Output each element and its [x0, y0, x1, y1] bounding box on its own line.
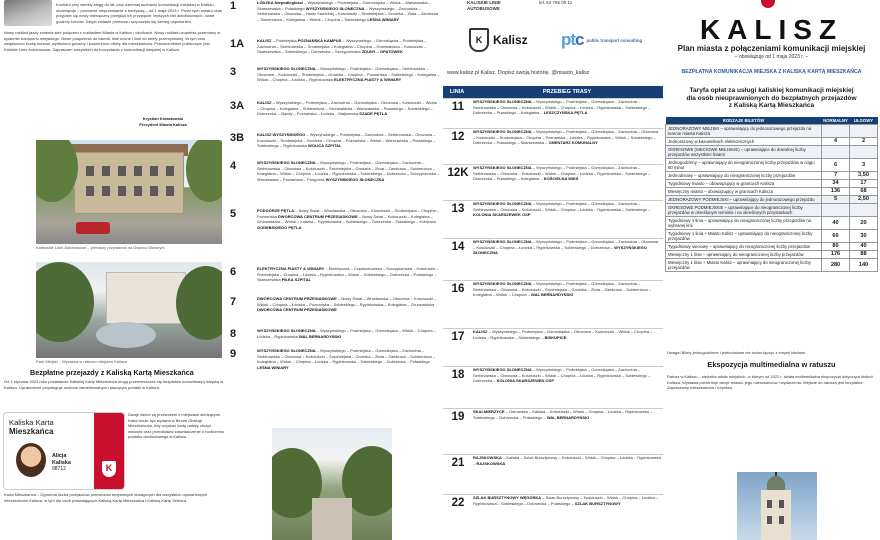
photo-caption-1: Kaliszskie Linie Autobusowe – pierwszy przystanek na Dworcu Głównym: [36, 245, 165, 250]
fare-reduced: 3: [850, 159, 878, 172]
col-ticket-type: RODZAJE BILETÓW: [666, 117, 822, 125]
intro-column: [0, 0, 226, 540]
fare-row: [666, 259, 878, 272]
fare-reduced: 3,50: [850, 172, 878, 180]
route-number: 1A: [230, 38, 245, 50]
route-number: 5: [230, 208, 237, 220]
line-route: SKALMIERZYCE – Ostrowska – Kaliska – Kościuszki – Widok – Chopina – Łódzka – Rypinkowska – Sobieskiego – Dobrzecka – Pułaskiego – WAL BERNARDYŃSKI: [473, 409, 653, 420]
ptc-logo: ptc public transport consulting: [561, 30, 643, 49]
validity-date: – obowiązuje od 1 maja 2023 r. –: [734, 54, 809, 60]
fares-table: [665, 117, 878, 272]
president-portrait: [4, 0, 52, 26]
card-title: Kaliska Karta Mieszkańca: [9, 418, 54, 436]
fare-reduced: 2,50: [850, 196, 878, 204]
photo-park-alley: [272, 428, 392, 540]
route-description: ŁÓDZKA Niepodległości – Wyszyńskiego – Podmiejska – Górnośląska – Widok – Warszawska – Skarszewska – Pułaskiego WYSZYŃSKIEGO SŁONECZNA – Wyszyńskiego – Zachodnia – Serbinowska – Obozowa – Hanki Sawickiej – Kościuszki – Śródmiejska – Grodzka – Złota – Zamkowa – Sukiennicza – Kolegialna – Widok – Chopina – Sobieskiego LEŚNA WINIARY: [257, 0, 439, 22]
kalisz-crest-icon: K: [469, 28, 489, 52]
free-rides-heading: Bezpłatne przejazdy z Kaliską Kartą Mieszkańca: [30, 368, 194, 377]
expo-heading: Ekspozycja multimedialna w ratuszu: [707, 360, 836, 369]
line-route: WYSZYŃSKIEGO SŁONECZNA – Wyszyńskiego – Podmiejska – Górnośląska – Zachodnia – Serbinowska – Obozowa – Kościuszki – Widok – Chopina – Łódzka – Rypinkowska – Sobieskiego – KOLONIA SKARSZEWEK OSP: [473, 201, 651, 218]
line-row: [443, 98, 663, 116]
fare-row: [666, 146, 878, 159]
route-description: DWORCOWA CENTRUM PRZESIADKOWE – Nowy Świat – Wrocławska – Obozowa – Kościuszki – Widok – Chopina – Łódzka – Poznańska – Sobieskiego – Rypinkowska – Kolegialna – Grunwaldzka DWORCOWA CENTRUM PRZESIADKOWE: [257, 296, 437, 313]
fare-reduced: 68: [850, 188, 878, 196]
fare-label: Miesięczny 1 linia + Miasto Kalisz – uprawniający do nieograniczonej liczby przejazdów: [666, 259, 822, 272]
fare-label: Miesięczny miasto – obowiązujący w granicach Kalisza: [666, 188, 822, 196]
line-route: WYSZYŃSKIEGO SŁONECZNA – Wyszyńskiego – Podmiejska – Górnośląska – Zachodnia – Serbinowska – Obozowa – Kościuszki – Widok – Chopina – Łódzka – Rypinkowska – Sobieskiego – Dobrzecka – Pułaskiego – Kolegialna – KOŚCIELNA WIEŚ: [473, 165, 651, 182]
fare-label: OKRESOWE PODMIEJSKIE – uprawniające do nieograniczonej liczby przejazdów w określonym terminie i na określonych przystankach: [666, 204, 822, 217]
route-number: 6: [230, 266, 237, 278]
fare-reduced: [850, 125, 878, 138]
route-description: KALISZ – Wyszyńskiego – Podmiejska – Zachodnia – Górnośląska – Obozowa – Kościuszki – Widok – Chopina – Kolegialna – Sukiennicza – Grunwaldzka – Warszawska – Pułaskiego – Sobieskiego – Dobrzecka – Zjazdy – Poznańska – Łódzka – Majkowska SZADE PĘTLA: [257, 100, 437, 117]
fare-normal: 4: [822, 138, 850, 146]
fare-label: Jednorazowy w kasownikach elektronicznych: [666, 138, 822, 146]
fare-normal: 6: [822, 159, 850, 172]
fare-row: [666, 188, 878, 196]
line-row: [443, 164, 663, 182]
fare-normal: 5: [822, 196, 850, 204]
fare-row: [666, 125, 878, 138]
fare-reduced: 2: [850, 138, 878, 146]
fare-reduced: [850, 146, 878, 159]
fare-normal: 7: [822, 172, 850, 180]
route-description: WYSZYŃSKIEGO SŁONECZNA – Wyszyńskiego – Podmiejska – Górnośląska – Widok – Chopina – Łódzka – Rypinkowska WAL BERNARDYŃSKI: [257, 328, 436, 339]
card-description: Dwoje dzieci są przewożeni z miejscami siedzącymi. Karta może być wydana w Biurze Obsługi Mieszkańców. Aby uzyskać kartę należy złożyć wniosek oraz przedstawić zaświadczenie o rozliczeniu podatku dochodowego w Kaliszu.: [128, 412, 225, 440]
route-description: WYSZYŃSKIEGO SŁONECZNA – Wyszyńskiego – Podmiejska – Górnośląska – Serbinowska – Obozowa – Kościuszki – Śródmiejska – Grodzka – Chopina – Poznańska – Sobieskiego – Kolegialna – Widok – Chopina – Łódzka – Rypinkowska ELEKTRYCZNA PIASTY & WINIARY: [257, 66, 440, 83]
fare-normal: 176: [822, 251, 850, 259]
routes-column-b: [443, 0, 663, 540]
line-row: [443, 128, 663, 146]
route-number: 8: [230, 328, 237, 340]
route-number: 1: [230, 0, 237, 12]
col-normal: NORMALNY: [823, 118, 848, 123]
fare-row: [666, 172, 878, 180]
fare-normal: 34: [822, 180, 850, 188]
line-number: 12K: [447, 167, 469, 179]
route-description: KALISZ WYSZYŃSKIEGO – Wyszyńskiego – Podmiejska – Zachodnia – Serbinowska – Obozowa – Kościuszki – Śródmiejska – Grodzka – Chopina – Poznańska – Widok – Warszawska – Pułaskiego – Sobieskiego – Rypinkowska WOLICA SZPITAL: [257, 132, 436, 149]
kla-logo: KALISKIE LINIE AUTOBUSOWE: [467, 0, 501, 11]
card-bottom-text: Karta Mieszkańca – Ogromna liczba przejazdów przewozów bezpłatnych dostępnych dla wszystkich uprawnionych mieszkańców Kalisza, w tym dla osób posiadających Kaliską Kartę Mieszkańca i Kaliską Kartę Seniora.: [4, 492, 208, 503]
line-number: 11: [451, 101, 465, 113]
route-number: 4: [230, 160, 237, 172]
info-column: [663, 0, 880, 540]
line-number: 17: [451, 331, 465, 343]
line-number: 21: [451, 457, 465, 469]
fare-normal: 80: [822, 243, 850, 251]
fare-normal: 280: [822, 259, 850, 272]
line-number: 13: [451, 203, 465, 215]
card-holder: Alicja Kaliska 98712: [52, 453, 71, 472]
photo-town-square: [36, 140, 222, 244]
line-number: 19: [451, 411, 465, 423]
line-row: [443, 366, 663, 384]
photo-caption-2: Park Miejski – Wystawa w ratuszu miejskim Kalisza: [36, 359, 128, 364]
line-route: WYSZYŃSKIEGO SŁONECZNA – Wyszyńskiego – Podmiejska – Górnośląska – Zachodnia – Serbinowska – Obozowa – Kościuszki – Widok – Chopina – Łódzka – Rypinkowska – Sobieskiego – Dobrzecka – Pułaskiego – Kolegialna – LESZCZYŃSKA PĘTLA: [473, 99, 651, 116]
route-description: KALISZ – Podmiejska POZNAŃSKA KAMPUS – Wyszyńskiego – Górnośląska – Podmiejska – Zachodnia – Serbinowska – Śródmiejska – Kolegialna – Chopina – Grunwaldzka – Kościuszki – Skarszewska – Sobieskiego – Dobrzecka – Szczypiornska ZDUNY – OPATÓWEK: [257, 38, 427, 55]
line-row: [443, 494, 663, 509]
line-row: [443, 408, 663, 423]
route-number: 3B: [230, 132, 245, 144]
crest-icon: [761, 0, 775, 8]
fares-heading: Taryfa opłat za usługi kaliskiej komunikacji miejskiej dla osób nieuprawnionych do bezpłatnych przejazdów z Kaliską Kartą Mieszkańca: [686, 87, 857, 110]
kalisz-logo: K Kalisz: [469, 28, 528, 52]
photo-town-hall-tower: [737, 472, 817, 540]
line-route: WYSZYŃSKIEGO SŁONECZNA – Wyszyńskiego – Podmiejska – Górnośląska – Zachodnia – Obozowa – Kościuszki – Chopina – Łódzka – Rypinkowska – Sobieskiego – Dobrzecka – WYSZYŃSKIEGO SŁONECZNA: [473, 239, 659, 256]
fare-normal: 40: [822, 217, 850, 230]
fare-label: JEDNORAZOWY PODMIEJSKI – uprawniający do jednorazowego przejazdu: [666, 196, 822, 204]
col-reduced: ULGOWY: [850, 117, 878, 125]
page-title: KALISZ: [699, 14, 844, 45]
route-number: 9: [230, 348, 237, 360]
line-route: KALISZ – Wyszyńskiego – Podmiejska – Górnośląska – Obozowa – Kościuszki – Widok – Chopina – Łódzka – Rypinkowska – Sobieskiego – BISKUPICE: [473, 329, 653, 340]
fare-normal: 136: [822, 188, 850, 196]
line-route: SZLAK BURSZTYNOWY WĘGÓRKA – Szlak Bursztynowy – Kościuszki – Widok – Chopina – Łódzka – Rypinkowska – Sobieskiego – Dobrzecka – Pułaskiego – SZLAK BURSZTYNOWY: [473, 495, 659, 506]
fare-reduced: 88: [850, 251, 878, 259]
fare-reduced: 40: [850, 243, 878, 251]
fare-label: OKRESOWE (SIECIOWE MIEJSKIE) – uprawniające do dowolnej liczby przejazdów wszystkimi liniami: [666, 146, 822, 159]
route-description: PODGÓRZE PĘTLA – Nowy Świat – Wrocławska – Obozowa – Kościuszki – Śródmiejska – Chopina – Poznańska DWORCOWA CENTRUM PRZESIADKOWE – Nowy Świat – Kościuszki – Kolegialna – Grunwaldzka – Widok – Łódzka – Rypinkowska – Sobieskiego – Dobrzecka – Pułaskiego – Kolejowa GODEBSKIEGO PĘTLA: [257, 208, 440, 230]
route-description: WYSZYŃSKIEGO SŁONECZNA – Wyszyńskiego – Podmiejska – Górnośląska – Zachodnia – Serbinowska – Obozowa – Kościuszki – Śródmiejska – Grodzka – Złota – Zamkowa – Sukiennicza – Kolegialna – Widok – Chopina – Łódzka – Rypinkowska – Sobieskiego – Dobrzecka – Pułaskiego LEŚNA WINIARY: [257, 348, 436, 370]
fare-row: [666, 159, 878, 172]
fare-normal: [822, 125, 850, 138]
fare-label: Miesięczny 1 linia – uprawniający do nieograniczonej liczby przejazdów: [666, 251, 822, 259]
fare-reduced: [850, 204, 878, 217]
line-row: [443, 238, 663, 256]
intro-body: Nowy rozkład jazdy zmienia sieć połączeń z rozkładem Miasta w Kaliszu i okolicach. Nowy rozkład uzupełnia przemiany w systemie transportu miejskiego. Nowe połączenia do osiedli, linie nocne i linie do strefy przemysłowej. W tym celu zwiększono liczbę kursów, wydłużono godziny i poszerzono ofertę dla mieszkańców. Przewoźnikiem publicznym jest Kaliskie Linie Autobusowe. Zapraszam wszystkich do korzystania z komunikacji miejskiej w Kaliszu.: [4, 30, 221, 52]
lines-table-header: LINIA PRZEBIEG TRASY: [443, 86, 663, 98]
fare-label: Jednodniowy – uprawniający do nieograniczonej liczby przejazdów: [666, 172, 822, 180]
fare-row: [666, 230, 878, 243]
line-route: WYSZYŃSKIEGO SŁONECZNA – Wyszyńskiego – Podmiejska – Górnośląska – Zachodnia – Serbinowska – Obozowa – Kościuszki – Śródmiejska – Grodzka – Złota – Zamkowa – Sukiennicza – Kolegialna – Widok – Chopina – WAL BERNARDYŃSKI: [473, 281, 652, 298]
route-number: 7: [230, 296, 237, 308]
line-number: 16: [451, 283, 465, 295]
line-number: 14: [451, 241, 465, 253]
route-number: 3A: [230, 100, 245, 112]
line-number: 22: [451, 497, 465, 509]
fare-label: Tygodniowy miasto – obowiązujący w granicach Kalisza: [666, 180, 822, 188]
fare-reduced: 30: [850, 230, 878, 243]
route-description: ELEKTRYCZNA PIASTY & WINIARY – Elektryczna – Częstochowska – Szczypiornska – Kościuszki – Śródmiejska – Chopina – Łódzka – Rypinkowska – Widok – Sobieskiego – Dobrzecka – Pułaskiego – Skarszewska PIŁKA SZPITAL: [257, 266, 439, 283]
fare-row: [666, 138, 878, 146]
line-row: [443, 200, 663, 218]
fare-row: [666, 243, 878, 251]
signature: [108, 116, 218, 127]
page-subtitle: Plan miasta z połączeniami komunikacji miejskiej: [677, 44, 866, 53]
intro-paragraph: Kochani przy weekly blogg do lat, przy dziennej sucharzy komunikacji miejskiej w Kaliszu, obowiązuje – ponownie nieprzerwanie z korzyścią – od 1 maja 2023 r. Przez tych ostatni czas przyjdzie się nowy miesięczny przegląd ich przypięcie, lepszych linii autobusowych, nowe godziny kursów. Dzięki zmianie przewozu rozpoczęło się szereg usprawnień.: [56, 2, 222, 24]
fare-label: Jednogodzinny – uprawniający do nieograniczonej liczby przejazdów w ciągu 60 minut: [666, 159, 822, 172]
social-links: www.kalisz.pl Kalisz. Dopisz swoją historię. @miasto_kalisz: [447, 70, 590, 76]
line-row: [443, 280, 663, 298]
fare-normal: [822, 146, 850, 159]
fare-normal: [822, 204, 850, 217]
route-number: 3: [230, 66, 237, 78]
line-route: WYSZYŃSKIEGO SŁONECZNA – Wyszyńskiego – Podmiejska – Górnośląska – Zachodnia – Serbinowska – Obozowa – Kościuszki – Widok – Chopina – Łódzka – Rypinkowska – Sobieskiego – Dobrzecka – KOLONIA SKARSZEWEK OSP: [473, 367, 651, 384]
fare-label: JEDNORAZOWY MIEJSKI – uprawniający do jednorazowego przejazdu na terenie miasta Kalisza: [666, 125, 822, 138]
route-description: WYSZYŃSKIEGO SŁONECZNA – Wyszyńskiego – Podmiejska – Górnośląska – Zachodnia – Serbinowska – Obozowa – Kościuszki – Śródmiejska – Grodzka – Złota – Zamkowa – Sukiennicza – Kolegialna – Widok – Chopina – Łódzka – Rypinkowska – Sobieskiego – Dobrzecka – Szczypiornska – Wrocławska – Poznańska – Podgórna WYSZYŃSKIEGO SŁONECZNA: [257, 160, 440, 182]
expo-text: Ratusz w Kaliszu – siedziba władz miejskich, w którym od 2022 r. działa multimedialna ekspozycja dotycząca historii Kalisza. Wystawa prezentuje dzieje miasta, jego mieszkańców i wydarzenia. Wejście do ratusza jest bezpłatne. Zapraszamy mieszkańców i turystów.: [667, 374, 873, 391]
resident-card-image: [3, 412, 125, 490]
fare-row: [666, 180, 878, 188]
free-rides-text: Od 1 stycznia 2023 roku posiadacze Kaliskiej Karty Mieszkańca mogą przemieszczać się bezpłatnie komunikacją miejską w Kaliszu. Uprawnienie przysługuje osobom zameldowanym i płacącym podatki w Kaliszu.: [4, 379, 224, 390]
signature-role: Prezydent Miasta Kalisza: [139, 121, 187, 127]
fare-reduced: 20: [850, 217, 878, 230]
routes-column-a: [228, 0, 440, 540]
line-row: [443, 454, 663, 469]
fare-normal: 60: [822, 230, 850, 243]
fare-reduced: 17: [850, 180, 878, 188]
card-photo: [16, 443, 46, 477]
kalisz-shield-icon: K: [102, 461, 116, 477]
fare-reduced: 140: [850, 259, 878, 272]
fare-row: [666, 204, 878, 217]
fare-row: [666, 196, 878, 204]
phone-number: tel. 62 766 00 11: [539, 0, 573, 5]
line-number: 12: [451, 131, 465, 143]
free-transport-banner: BEZPŁATNA KOMUNIKACJA MIEJSKA Z KALISKĄ KARTĄ MIESZKAŃCA: [681, 69, 862, 75]
photo-park: [36, 262, 222, 358]
header-logos: [443, 0, 663, 84]
fare-label: Tygodniowy 1 linia + Miasto Kalisz – uprawniający do nieograniczonej liczby przejazdów: [666, 230, 822, 243]
line-row: [443, 328, 663, 343]
line-route: RAJSKOWSKA – Kaliska – Szlak Bursztynowy – Kościuszki – Widok – Chopina – Łódzka – Rypinkowska – RAJSKOWSKA: [473, 455, 661, 466]
line-route: WYSZYŃSKIEGO SŁONECZNA – Wyszyńskiego – Podmiejska – Górnośląska – Zachodnia – Obozowa – Kościuszki – Śródmiejska – Chopina – Poznańska – Łódzka – Rypinkowska – Widok – Sobieskiego – Dobrzecka – Pułaskiego – Skarszewska – CMENTARZ KOMUNALNY: [473, 129, 659, 146]
fare-row: [666, 217, 878, 230]
fares-note: Uwaga! Bilety jednogodzinne i jednodniowe nie wolno łączyć z innymi biletami.: [667, 350, 807, 355]
fare-label: Tygodniowy 1 linia – uprawniający do nieograniczonej liczby przejazdów na wybranej linii: [666, 217, 822, 230]
signature-name: Krystian Kinastowski: [142, 116, 184, 121]
line-number: 18: [451, 369, 465, 381]
fare-row: [666, 251, 878, 259]
fare-label: Tygodniowy sieciowy – uprawniający do nieograniczonej liczby przejazdów: [666, 243, 822, 251]
